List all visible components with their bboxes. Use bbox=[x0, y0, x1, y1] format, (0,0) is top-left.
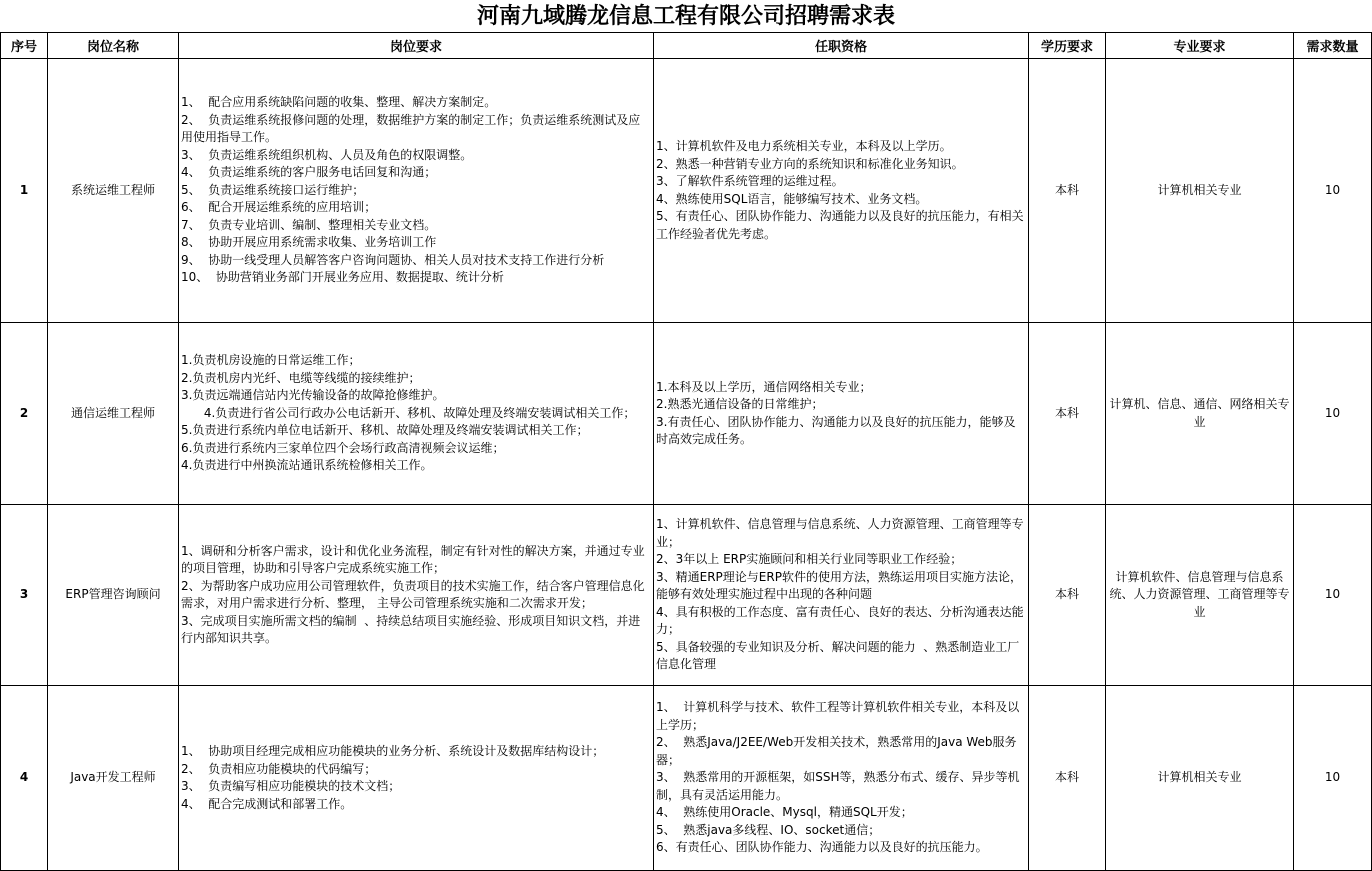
education-requirement: 本科 bbox=[1029, 505, 1106, 686]
qualification-item: 2、 熟悉Java/J2EE/Web开发相关技术，熟悉常用的Java Web服务器； bbox=[656, 735, 1017, 767]
header-qualifications: 任职资格 bbox=[654, 33, 1029, 59]
page-title: 河南九域腾龙信息工程有限公司招聘需求表 bbox=[476, 3, 895, 29]
requirement-item: 2、 负责相应功能模块的代码编写； bbox=[181, 761, 377, 776]
requirement-item: 1、 协助项目经理完成相应功能模块的业务分析、系统设计及数据库结构设计； bbox=[181, 744, 605, 758]
requirement-item: 8、 协助开展应用系统需求收集、业务培训工作 bbox=[181, 235, 437, 250]
qualification-item: 5、有责任心、团队协作能力、沟通能力以及良好的抗压能力，有相关工作经验者优先考虑。 bbox=[656, 209, 1024, 241]
row-number: 3 bbox=[1, 505, 48, 686]
requirement-item: 3、 负责编写相应功能模块的技术文档； bbox=[181, 779, 401, 793]
requirement-item: 6.负责进行系统内三家单位四个会场行政高清视频会议运维； bbox=[181, 440, 505, 455]
requirement-item: 2.负责机房内光纤、电缆等线缆的接续维护； bbox=[181, 370, 421, 385]
major-requirement: 计算机相关专业 bbox=[1106, 59, 1294, 323]
requirement-item: 4.负责进行省公司行政办公电话新开、移机、故障处理及终端安装调试相关工作； bbox=[181, 405, 636, 420]
qualification-item: 3、了解软件系统管理的运维过程。 bbox=[656, 174, 844, 188]
requirement-item: 6、 配合开展运维系统的应用培训； bbox=[181, 200, 377, 215]
headcount: 10 bbox=[1294, 59, 1372, 323]
requirement-item: 1.负责机房设施的日常运维工作； bbox=[181, 353, 361, 368]
requirement-item: 5.负责进行系统内单位电话新开、移机、故障处理及终端安装调试相关工作； bbox=[181, 423, 589, 438]
qualifications bbox=[654, 323, 1029, 505]
requirement-item: 1、 配合应用系统缺陷问题的收集、整理、解决方案制定。 bbox=[181, 95, 497, 110]
headcount: 10 bbox=[1294, 686, 1372, 871]
major-requirement: 计算机、信息、通信、网络相关专业 bbox=[1106, 323, 1294, 505]
table-row bbox=[1, 323, 1372, 505]
qualification-item: 4、具有积极的工作态度、富有责任心、良好的表达、分析沟通表达能力； bbox=[656, 604, 1024, 637]
qualification-item: 5、 熟悉java多线程、IO、socket通信； bbox=[656, 822, 881, 837]
header-education: 学历要求 bbox=[1029, 33, 1106, 59]
row-number: 2 bbox=[1, 323, 48, 505]
header-no: 序号 bbox=[1, 33, 48, 59]
qualifications bbox=[654, 59, 1029, 323]
header-count: 需求数量 bbox=[1294, 33, 1372, 59]
education-requirement: 本科 bbox=[1029, 59, 1106, 323]
requirement-item: 10、 协助营销业务部门开展业务应用、数据提取、统计分析 bbox=[181, 270, 504, 285]
table-row bbox=[1, 505, 1372, 686]
header-requirements: 岗位要求 bbox=[179, 33, 654, 59]
job-requirements bbox=[179, 505, 654, 686]
qualification-item: 4、 熟练使用Oracle、Mysql，精通SQL开发； bbox=[656, 805, 913, 820]
row-number: 1 bbox=[1, 59, 48, 323]
table-row bbox=[1, 686, 1372, 871]
headcount: 10 bbox=[1294, 505, 1372, 686]
requirement-item: 5、 负责运维系统接口运行维护； bbox=[181, 182, 365, 197]
requirement-item: 3.负责远端通信站内光传输设备的故障抢修维护。 bbox=[181, 388, 445, 403]
requirement-item: 4、 配合完成测试和部署工作。 bbox=[181, 796, 353, 811]
requirement-item: 1、调研和分析客户需求，设计和优化业务流程，制定有针对性的解决方案，并通过专业的项目管理，协助和引导客户完成系统实施工作； bbox=[181, 543, 645, 575]
requirement-item: 3、完成项目实施所需文档的编制 、持续总结项目实施经验、形成项目知识文档，并进行内部知识共享。 bbox=[181, 613, 641, 645]
qualification-item: 6、有责任心、团队协作能力、沟通能力以及良好的抗压能力。 bbox=[656, 840, 988, 855]
requirement-item: 2、 负责运维系统报修问题的处理，数据维护方案的制定工作；负责运维系统测试及应用使用指导工作。 bbox=[181, 112, 641, 145]
job-requirements bbox=[179, 686, 654, 871]
qualification-item: 2、3年以上 ERP实施顾问和相关行业同等职业工作经验； bbox=[656, 552, 963, 567]
requirement-item: 9、 协助一线受理人员解答客户咨询问题协、相关人员对技术支持工作进行分析 bbox=[181, 252, 605, 267]
position-name: 通信运维工程师 bbox=[48, 323, 179, 505]
qualification-item: 3、 熟悉常用的开源框架，如SSH等，熟悉分布式、缓存、异步等机制，具有灵活运用能力。 bbox=[656, 770, 1020, 802]
qualifications bbox=[654, 686, 1029, 871]
job-requirements bbox=[179, 323, 654, 505]
education-requirement: 本科 bbox=[1029, 323, 1106, 505]
qualification-item: 3.有责任心、团队协作能力、沟通能力以及良好的抗压能力，能够及时高效完成任务。 bbox=[656, 414, 1016, 446]
qualification-item: 1、 计算机科学与技术、软件工程等计算机软件相关专业，本科及以上学历； bbox=[656, 700, 1020, 732]
requirement-item: 3、 负责运维系统组织机构、人员及角色的权限调整。 bbox=[181, 147, 473, 162]
major-requirement: 计算机相关专业 bbox=[1106, 686, 1294, 871]
requirement-item: 7、 负责专业培训、编制、整理相关专业文档。 bbox=[181, 217, 437, 232]
major-requirement: 计算机软件、信息管理与信息系统、人力资源管理、工商管理等专业 bbox=[1106, 505, 1294, 686]
table-row bbox=[1, 59, 1372, 323]
job-requirements bbox=[179, 59, 654, 323]
requirement-item: 2、为帮助客户成功应用公司管理软件，负责项目的技术实施工作，结合客户管理信息化需求，对用户需求进行分析、整理， 主导公司管理系统实施和二次需求开发； bbox=[181, 578, 645, 610]
recruitment-table bbox=[0, 32, 1372, 871]
qualification-item: 1、计算机软件及电力系统相关专业，本科及以上学历。 bbox=[656, 139, 952, 153]
position-name: 系统运维工程师 bbox=[48, 59, 179, 323]
row-number: 4 bbox=[1, 686, 48, 871]
header-row bbox=[1, 33, 1372, 59]
qualification-item: 2.熟悉光通信设备的日常维护； bbox=[656, 397, 824, 411]
qualification-item: 1.本科及以上学历，通信网络相关专业； bbox=[656, 379, 872, 394]
header-major: 专业要求 bbox=[1106, 33, 1294, 59]
qualifications bbox=[654, 505, 1029, 686]
requirement-item: 4、 负责运维系统的客户服务电话回复和沟通； bbox=[181, 165, 437, 180]
position-name: ERP管理咨询顾问 bbox=[48, 505, 179, 686]
requirement-item: 4.负责进行中州换流站通讯系统检修相关工作。 bbox=[181, 458, 433, 473]
qualification-item: 4、熟练使用SQL语言，能够编写技术、业务文档。 bbox=[656, 191, 928, 206]
headcount: 10 bbox=[1294, 323, 1372, 505]
qualification-item: 3、精通ERP理论与ERP软件的使用方法，熟练运用项目实施方法论，能够有效处理实施过程中出现的各种问题 bbox=[656, 569, 1022, 602]
position-name: Java开发工程师 bbox=[48, 686, 179, 871]
qualification-item: 1、计算机软件、信息管理与信息系统、人力资源管理、工商管理等专业； bbox=[656, 517, 1024, 549]
header-position: 岗位名称 bbox=[48, 33, 179, 59]
qualification-item: 2、熟悉一种营销专业方向的系统知识和标准化业务知识。 bbox=[656, 156, 964, 171]
qualification-item: 5、具备较强的专业知识及分析、解决问题的能力 、熟悉制造业工厂信息化管理 bbox=[656, 639, 1020, 672]
education-requirement: 本科 bbox=[1029, 686, 1106, 871]
